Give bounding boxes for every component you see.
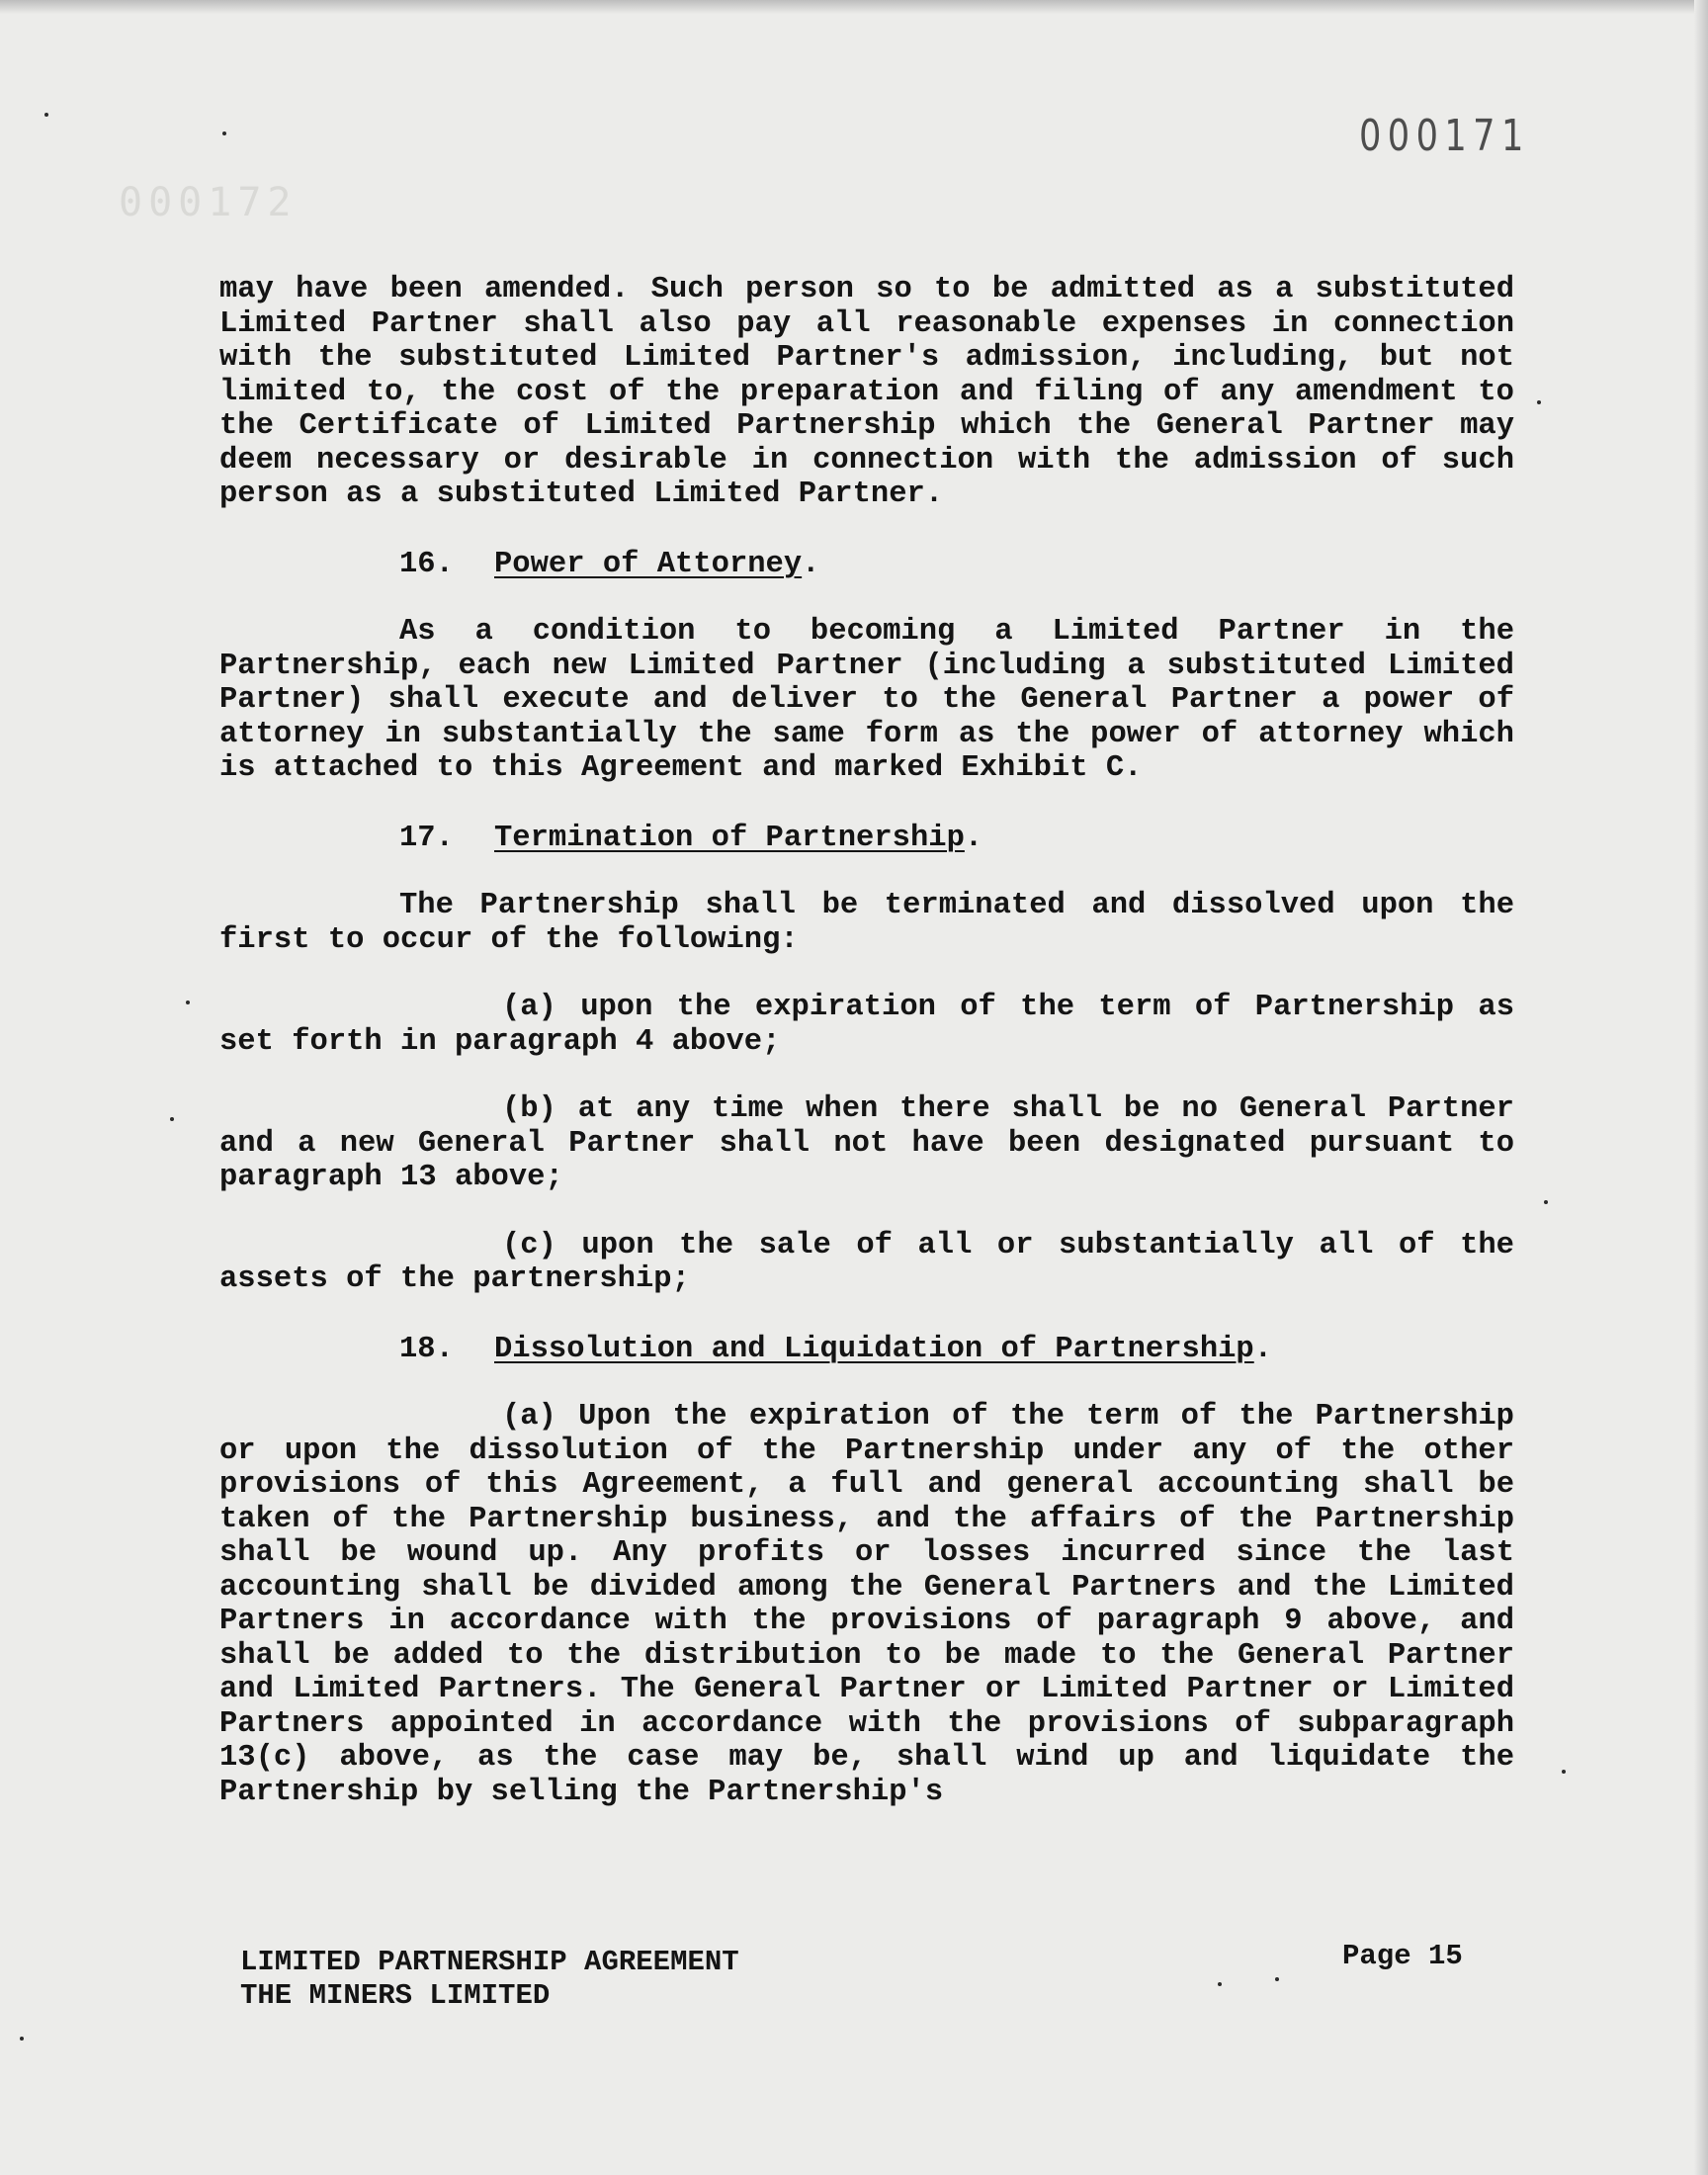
section-18-period: .: [1253, 1332, 1273, 1366]
bleed-through-number: 000172: [119, 180, 298, 225]
footer-partnership-name: THE MINERS LIMITED: [240, 1979, 551, 2012]
section-17-number: 17.: [399, 821, 454, 855]
section-17-item-c: (c) upon the sale of all or substantially all of the assets of the partnership;: [219, 1228, 1514, 1296]
section-16-period: .: [802, 547, 820, 581]
section-17-period: .: [964, 821, 983, 855]
section-17-heading: [219, 822, 1514, 856]
section-18-number: 18.: [399, 1332, 454, 1366]
section-18-title: Dissolution and Liquidation of Partnership: [494, 1332, 1254, 1366]
section-16-body: As a condition to becoming a Limited Partner in the Partnership, each new Limited Partner (including a substituted Limited Partner) shall execute and deliver to the General Partner a power of attorney in substantially the same form as the power of attorney which is attached to this Agreement and marked Exhibit C.: [219, 615, 1514, 785]
scan-speck: [1544, 1200, 1548, 1204]
document-body: [219, 273, 1514, 1809]
footer-agreement-title: LIMITED PARTNERSHIP AGREEMENT: [240, 1946, 739, 1978]
scan-speck: [222, 131, 226, 135]
scan-right-edge: [1694, 0, 1708, 2175]
page-number: Page 15: [1342, 1940, 1463, 1972]
section-17-item-b: (b) at any time when there shall be no General Partner and a new General Partner shall not have been designated pursuant to paragraph 13 above;: [219, 1092, 1514, 1194]
scan-speck: [1275, 1977, 1279, 1981]
scan-speck: [1218, 1982, 1222, 1986]
scan-top-edge: [0, 0, 1708, 14]
continuation-paragraph: may have been amended. Such person so to be admitted as a substituted Limited Partner shall also pay all reasonable expenses in connection with the substituted Limited Partner's admission, including, but not limited to, the cost of the preparation and filing of any amendment to the Certificate of Limited Partnership which the General Partner may deem necessary or desirable in connection with the admission of such person as a substituted Limited Partner.: [219, 273, 1514, 511]
section-17-title: Termination of Partnership: [494, 821, 965, 855]
scan-speck: [20, 2037, 24, 2041]
section-16-heading: [219, 548, 1514, 582]
scan-speck: [44, 113, 48, 117]
scan-speck: [170, 1117, 174, 1121]
section-16-number: 16.: [399, 547, 454, 581]
scan-speck: [186, 1000, 190, 1004]
scan-speck: [1537, 400, 1541, 404]
section-17-item-a: (a) upon the expiration of the term of Partnership as set forth in paragraph 4 above;: [219, 991, 1514, 1059]
section-16-title: Power of Attorney: [494, 547, 803, 581]
document-footer: [240, 1946, 739, 2013]
section-18-heading: [219, 1333, 1514, 1367]
section-17-intro: The Partnership shall be terminated and dissolved upon the first to occur of the following:: [219, 889, 1514, 957]
section-18-item-a: (a) Upon the expiration of the term of the Partnership or upon the dissolution of the Partnership under any of the other provisions of this Agreement, a full and general accounting shall be taken of the Partnership business, and the affairs of the Partnership shall be wound up. Any profits or losses incurred since the last accounting shall be divided among the General Partners and the Limited Partners in accordance with the provisions of paragraph 9 above, and shall be added to the distribution to be made to the General Partner and Limited Partners. The General Partner or Limited Partner or Limited Partners appointed in accordance with the provisions of subparagraph 13(c) above, as the case may be, shall wind up and liquidate the Partnership by selling the Partnership's: [219, 1400, 1514, 1809]
scan-speck: [1562, 1770, 1566, 1774]
bates-stamp: 000171: [1359, 111, 1530, 161]
